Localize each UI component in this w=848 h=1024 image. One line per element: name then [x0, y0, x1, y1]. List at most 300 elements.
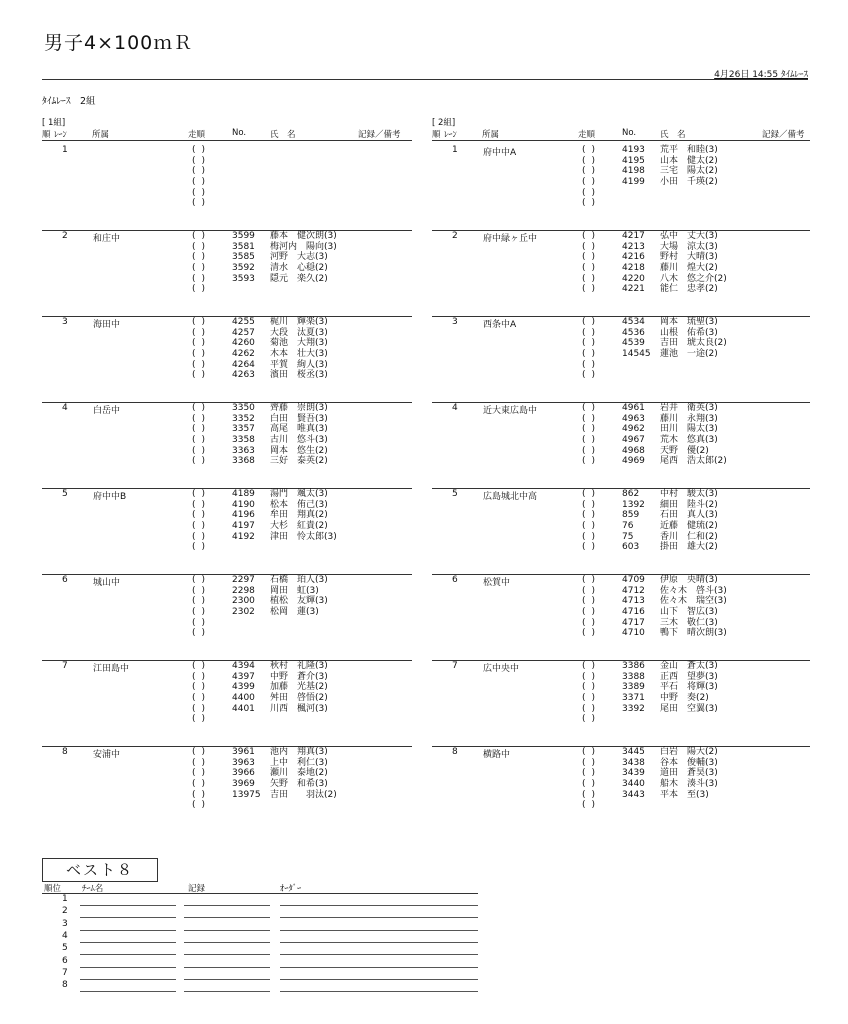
col-header-order: 順: [42, 130, 51, 140]
run-order-slots: [192, 403, 218, 467]
athlete-row: [622, 768, 718, 779]
athlete-number: 4963: [622, 413, 645, 424]
athlete-number: 4401: [232, 703, 255, 714]
athlete-number: 3392: [622, 703, 645, 714]
run-order-slot: (): [192, 155, 212, 166]
athlete-row: [232, 338, 328, 349]
athlete-name: 正西 望夢(3): [660, 671, 718, 682]
athlete-number: 4716: [622, 607, 645, 618]
athlete-name: 小田 千瑛(2): [660, 177, 718, 188]
run-order-slot: (): [192, 177, 212, 188]
run-order-slot: (): [192, 596, 212, 607]
lane-number: 6: [452, 575, 458, 585]
athlete-name: 中野 蒼介(3): [270, 671, 328, 682]
athlete-row: [622, 338, 727, 349]
athlete-number: 4969: [622, 456, 645, 467]
best8-rank: 4: [62, 930, 68, 941]
athlete-row: [232, 263, 337, 274]
athlete-row: [232, 328, 328, 339]
athlete-name: 岡本 悠生(2): [270, 445, 328, 456]
run-order-slots: [192, 747, 218, 811]
athlete-row: [622, 747, 718, 758]
athlete-number: 3966: [232, 768, 255, 779]
group-label: [ 1組]: [42, 118, 66, 128]
athlete-row: [622, 693, 718, 704]
athlete-row: [622, 284, 727, 295]
best8-rank: 7: [62, 967, 68, 978]
team-name: 松賀中: [483, 578, 511, 588]
run-order-slot: (): [192, 789, 212, 800]
run-order-slot: (): [582, 628, 602, 639]
athlete-name: 田川 陽太(3): [660, 424, 718, 435]
athlete-row: [232, 349, 328, 360]
run-order-slots: [192, 317, 218, 381]
athlete-name: 香川 仁和(2): [660, 531, 718, 542]
heat-row: [432, 746, 810, 832]
athlete-number: 4399: [232, 682, 255, 693]
athlete-name: 中村 駿太(3): [660, 489, 718, 499]
run-order-slot: (): [192, 542, 212, 553]
run-order-slot: (): [192, 585, 212, 596]
athlete-row: [232, 456, 328, 467]
run-order-slot: (): [582, 327, 602, 338]
athlete-list: [622, 661, 718, 714]
athlete-number: 859: [622, 510, 640, 521]
athlete-row: [622, 317, 727, 328]
best8-header-team: ﾁｰﾑ名: [82, 884, 104, 894]
run-order-slots: [582, 575, 608, 639]
athlete-list: [232, 575, 328, 618]
athlete-number: 4255: [232, 317, 255, 327]
athlete-number: 3439: [622, 768, 645, 779]
athlete-number: 3593: [232, 273, 255, 284]
team-name: 府中緑ヶ丘中: [483, 234, 538, 244]
run-order-slot: (): [192, 747, 212, 757]
athlete-row: [232, 242, 337, 253]
athlete-row: [622, 177, 718, 188]
run-order-slot: (): [582, 800, 602, 811]
athlete-number: 4264: [232, 359, 255, 370]
best8-rank: 2: [62, 906, 68, 917]
team-name: 近大東広島中: [483, 406, 538, 416]
col-header-run-order: 走順: [578, 130, 596, 140]
column-header-divider: [42, 140, 412, 141]
athlete-number: 3969: [232, 779, 255, 790]
run-order-slot: (): [192, 779, 212, 790]
athlete-row: [622, 532, 718, 543]
athlete-row: [232, 586, 328, 597]
athlete-row: [622, 328, 727, 339]
athlete-number: 14545: [622, 349, 651, 360]
athlete-name: 大場 涼太(3): [660, 241, 718, 252]
athlete-name: 鴨下 晴次朗(3): [660, 628, 727, 639]
column-header-divider: [432, 140, 810, 141]
athlete-number: 4218: [622, 263, 645, 274]
run-order-slot: (): [192, 403, 212, 413]
run-order-slot: (): [582, 284, 602, 295]
athlete-row: [622, 349, 727, 360]
group-1: [42, 116, 412, 836]
run-order-slot: (): [582, 757, 602, 768]
athlete-row: [232, 575, 328, 586]
run-order-slots: [192, 231, 218, 295]
athlete-number: 4220: [622, 273, 645, 284]
athlete-row: [232, 317, 328, 328]
run-order-slots: [192, 489, 218, 553]
athlete-row: [622, 231, 727, 242]
athlete-name: 山根 佑希(3): [660, 327, 718, 338]
athlete-name: 中野 奏(2): [660, 693, 709, 704]
athlete-row: [232, 758, 337, 769]
athlete-name: 尾田 空翼(3): [660, 703, 718, 714]
run-order-slot: (): [582, 542, 602, 553]
athlete-row: [622, 252, 727, 263]
run-order-slots: [192, 145, 218, 209]
run-order-slot: (): [582, 661, 602, 671]
athlete-name: 山下 智広(3): [660, 607, 718, 618]
athlete-number: 4199: [622, 177, 645, 188]
athlete-name: 道田 蒼昊(3): [660, 768, 718, 779]
run-order-slot: (): [192, 661, 212, 671]
athlete-number: 3592: [232, 263, 255, 274]
best8-blank-line: [184, 991, 270, 992]
run-order-slot: (): [582, 789, 602, 800]
athlete-row: [232, 779, 337, 790]
run-order-slot: (): [582, 177, 602, 188]
col-header-record: 記録／備考: [358, 130, 401, 140]
athlete-row: [622, 661, 718, 672]
athlete-name: 三宅 陽太(2): [660, 166, 718, 177]
athlete-number: 3581: [232, 241, 255, 252]
athlete-number: 3388: [622, 671, 645, 682]
run-order-slot: (): [192, 327, 212, 338]
lane-number: 5: [62, 489, 68, 499]
run-order-slot: (): [192, 757, 212, 768]
athlete-row: [232, 403, 328, 414]
athlete-number: 2297: [232, 575, 255, 585]
run-order-slot: (): [192, 531, 212, 542]
run-order-slots: [582, 489, 608, 553]
athlete-number: 3371: [622, 693, 645, 704]
athlete-name: 弘中 丈大(3): [660, 231, 718, 241]
athlete-number: 3445: [622, 747, 645, 757]
athlete-number: 1392: [622, 499, 645, 510]
best8-title: ベスト８: [42, 858, 158, 882]
athlete-row: [622, 682, 718, 693]
athlete-number: 4534: [622, 317, 645, 327]
lane-number: 3: [452, 317, 458, 327]
col-header-name: 氏 名: [660, 130, 686, 140]
athlete-list: [622, 317, 727, 360]
athlete-row: [232, 607, 328, 618]
run-order-slot: (): [192, 445, 212, 456]
athlete-name: 石橋 珀人(3): [270, 575, 328, 585]
athlete-row: [622, 758, 718, 769]
athlete-number: 4539: [622, 338, 645, 349]
athlete-name: 蓮池 一途(2): [660, 349, 718, 360]
athlete-row: [232, 596, 328, 607]
athlete-row: [622, 500, 718, 511]
athlete-row: [622, 628, 727, 639]
run-order-slots: [582, 403, 608, 467]
best8-row: [42, 980, 478, 992]
run-order-slot: (): [582, 252, 602, 263]
athlete-name: 池内 翔真(3): [270, 747, 328, 757]
athlete-name: 細田 陸斗(2): [660, 499, 718, 510]
athlete-list: [622, 575, 727, 639]
athlete-name: 高尾 唯真(3): [270, 424, 328, 435]
athlete-row: [232, 231, 337, 242]
athlete-row: [232, 704, 328, 715]
lane-number: 1: [452, 145, 458, 155]
race-label: ﾀｲﾑﾚｰｽ 2組: [42, 96, 96, 107]
athlete-name: 木本 壮大(3): [270, 349, 328, 360]
athlete-name: 梅河内 陽向(3): [270, 241, 337, 252]
athlete-number: 3363: [232, 445, 255, 456]
athlete-name: 船木 湊斗(3): [660, 779, 718, 790]
col-header-lane: ﾚｰﾝ: [444, 130, 457, 140]
athlete-row: [622, 145, 718, 156]
run-order-slot: (): [192, 768, 212, 779]
athlete-number: 4397: [232, 671, 255, 682]
athlete-number: 3963: [232, 757, 255, 768]
run-order-slot: (): [582, 456, 602, 467]
athlete-list: [232, 317, 328, 381]
athlete-number: 3358: [232, 435, 255, 446]
athlete-number: 4710: [622, 628, 645, 639]
athlete-name: 牟田 翔真(2): [270, 510, 328, 521]
athlete-row: [232, 500, 337, 511]
athlete-list: [232, 231, 337, 284]
col-header-no: No.: [232, 128, 247, 138]
heat-row: [42, 144, 412, 230]
heat-row: [42, 660, 412, 746]
run-order-slot: (): [582, 413, 602, 424]
athlete-row: [622, 446, 727, 457]
athlete-number: 13975: [232, 789, 261, 800]
team-name: 広中央中: [483, 664, 520, 674]
best8-row: [42, 931, 478, 943]
athlete-row: [622, 274, 727, 285]
lane-number: 5: [452, 489, 458, 499]
athlete-row: [622, 403, 727, 414]
athlete-number: 4195: [622, 155, 645, 166]
athlete-list: [232, 747, 337, 800]
athlete-name: 松本 侑己(3): [270, 499, 328, 510]
run-order-slot: (): [192, 413, 212, 424]
heat-row: [432, 402, 810, 488]
run-order-slot: (): [192, 499, 212, 510]
event-datetime: 4月26日 14:55 ﾀｲﾑﾚｰｽ: [714, 70, 808, 80]
best8-rank: 1: [62, 894, 68, 904]
athlete-row: [232, 768, 337, 779]
team-name: 安浦中: [93, 750, 121, 760]
athlete-list: [622, 489, 718, 553]
athlete-name: 掛田 雄大(2): [660, 542, 718, 553]
athlete-row: [622, 779, 718, 790]
heat-row: [432, 316, 810, 402]
best8-row: [42, 906, 478, 918]
athlete-number: 4263: [232, 370, 255, 381]
athlete-number: 2302: [232, 607, 255, 618]
run-order-slots: [582, 661, 608, 725]
run-order-slot: (): [192, 703, 212, 714]
run-order-slot: (): [192, 693, 212, 704]
lane-number: 3: [62, 317, 68, 327]
run-order-slot: (): [582, 510, 602, 521]
athlete-name: 佐々木 啓斗(3): [660, 585, 727, 596]
athlete-name: 梶川 輝楽(3): [270, 317, 328, 327]
athlete-list: [622, 747, 718, 800]
athlete-row: [622, 790, 718, 801]
run-order-slot: (): [192, 521, 212, 532]
athlete-row: [232, 370, 328, 381]
athlete-row: [622, 424, 727, 435]
run-order-slot: (): [192, 273, 212, 284]
athlete-number: 4217: [622, 231, 645, 241]
athlete-list: [232, 661, 328, 714]
athlete-name: 白田 賢吾(3): [270, 413, 328, 424]
run-order-slot: (): [192, 628, 212, 639]
run-order-slot: (): [192, 145, 212, 155]
run-order-slot: (): [582, 531, 602, 542]
athlete-number: 3389: [622, 682, 645, 693]
athlete-row: [622, 704, 718, 715]
col-header-order: 順: [432, 130, 441, 140]
athlete-name: 近藤 健琉(2): [660, 521, 718, 532]
run-order-slot: (): [582, 575, 602, 585]
athlete-name: 濱田 桜丞(3): [270, 370, 328, 381]
heat-row: [42, 230, 412, 316]
lane-number: 4: [62, 403, 68, 413]
heat-row: [42, 402, 412, 488]
lane-number: 7: [452, 661, 458, 671]
lane-number: 6: [62, 575, 68, 585]
run-order-slot: (): [192, 231, 212, 241]
run-order-slot: (): [192, 370, 212, 381]
athlete-row: [232, 682, 328, 693]
athlete-name: 能仁 忠孝(2): [660, 284, 718, 295]
athlete-row: [622, 586, 727, 597]
run-order-slot: (): [192, 284, 212, 295]
run-order-slot: (): [192, 456, 212, 467]
athlete-name: 藤川 煌大(2): [660, 263, 718, 274]
lane-number: 8: [452, 747, 458, 757]
athlete-number: 4709: [622, 575, 645, 585]
run-order-slot: (): [582, 596, 602, 607]
athlete-row: [622, 156, 718, 167]
athlete-row: [232, 521, 337, 532]
run-order-slots: [582, 747, 608, 811]
run-order-slots: [582, 145, 608, 209]
athlete-number: 3386: [622, 661, 645, 671]
team-name: 府中中B: [93, 492, 127, 502]
athlete-list: [232, 403, 328, 467]
run-order-slot: (): [582, 155, 602, 166]
athlete-name: 川西 楓河(3): [270, 703, 328, 714]
run-order-slot: (): [582, 370, 602, 381]
athlete-row: [232, 661, 328, 672]
run-order-slot: (): [192, 510, 212, 521]
athlete-name: 八木 悠之介(2): [660, 273, 727, 284]
athlete-number: 4192: [232, 531, 255, 542]
col-header-no: No.: [622, 128, 637, 138]
athlete-number: 3350: [232, 403, 255, 413]
header-divider: [42, 79, 808, 80]
athlete-name: 岩井 衛英(3): [660, 403, 718, 413]
col-header-run-order: 走順: [188, 130, 206, 140]
run-order-slot: (): [582, 241, 602, 252]
run-order-slot: (): [582, 693, 602, 704]
athlete-row: [232, 446, 328, 457]
group-label: [ 2組]: [432, 118, 456, 128]
col-header-team: 所属: [92, 130, 110, 140]
lane-number: 7: [62, 661, 68, 671]
athlete-number: 4198: [622, 166, 645, 177]
run-order-slot: (): [192, 252, 212, 263]
athlete-name: 天野 優(2): [660, 445, 709, 456]
athlete-number: 4713: [622, 596, 645, 607]
athlete-list: [232, 489, 337, 542]
run-order-slots: [582, 317, 608, 381]
athlete-name: 荒平 和睦(3): [660, 145, 718, 155]
athlete-name: 平本 至(3): [660, 789, 709, 800]
run-order-slot: (): [582, 617, 602, 628]
athlete-number: 4196: [232, 510, 255, 521]
heat-row: [42, 316, 412, 402]
athlete-number: 3599: [232, 231, 255, 241]
athlete-name: 平賀 絢人(3): [270, 359, 328, 370]
athlete-number: 76: [622, 521, 634, 532]
athlete-number: 4197: [232, 521, 255, 532]
athlete-row: [232, 252, 337, 263]
run-order-slot: (): [582, 671, 602, 682]
team-name: 広島城北中高: [483, 492, 538, 502]
athlete-name: 石田 真人(3): [660, 510, 718, 521]
athlete-number: 3368: [232, 456, 255, 467]
run-order-slot: (): [192, 435, 212, 446]
best8-header-record: 記録: [188, 884, 206, 894]
athlete-row: [622, 166, 718, 177]
athlete-row: [232, 510, 337, 521]
athlete-name: 野村 大晴(3): [660, 252, 718, 263]
athlete-name: 上中 利仁(3): [270, 757, 328, 768]
athlete-row: [622, 575, 727, 586]
run-order-slot: (): [192, 682, 212, 693]
run-order-slot: (): [192, 617, 212, 628]
run-order-slot: (): [582, 317, 602, 327]
athlete-name: 舛田 啓悟(2): [270, 693, 328, 704]
run-order-slot: (): [192, 317, 212, 327]
run-order-slot: (): [582, 359, 602, 370]
athlete-row: [622, 263, 727, 274]
run-order-slot: (): [192, 575, 212, 585]
athlete-row: [232, 435, 328, 446]
run-order-slot: (): [582, 403, 602, 413]
athlete-number: 4260: [232, 338, 255, 349]
run-order-slot: (): [582, 273, 602, 284]
team-name: 江田島中: [93, 664, 130, 674]
lane-number: 2: [62, 231, 68, 241]
athlete-row: [232, 532, 337, 543]
team-name: 白岳中: [93, 406, 121, 416]
team-name: 西条中A: [483, 320, 517, 330]
athlete-name: 吉田 琥太良(2): [660, 338, 727, 349]
athlete-name: 秋村 礼隆(3): [270, 661, 328, 671]
best8-rank: 5: [62, 943, 68, 954]
athlete-name: 平石 将輝(3): [660, 682, 718, 693]
heat-row: [432, 488, 810, 574]
